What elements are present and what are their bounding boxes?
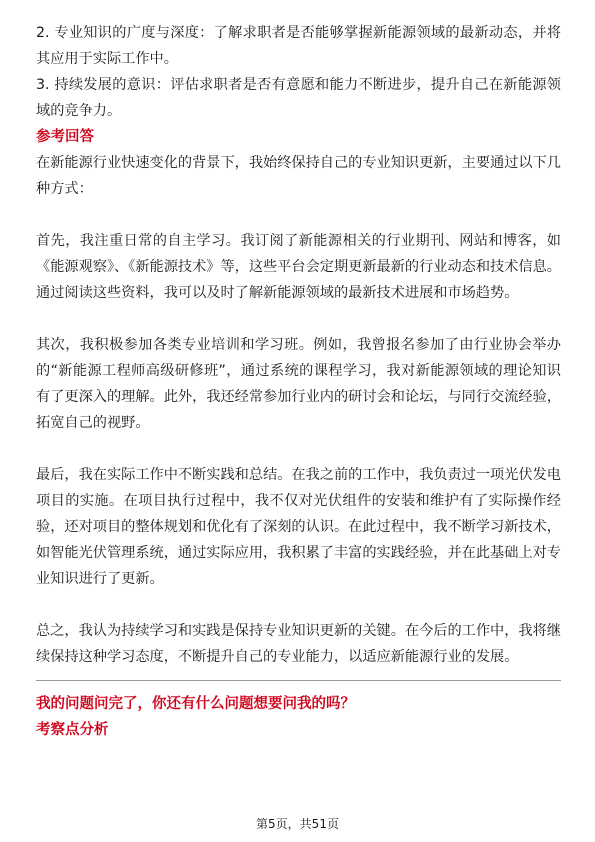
intro-point-3: 3. 持续发展的意识：评估求职者是否有意愿和能力不断进步，提升自己在新能源领域的竞争力。: [36, 77, 561, 119]
page-number-footer: 第5页，共51页: [256, 817, 339, 831]
paragraph-gap: [36, 592, 561, 618]
answer-paragraph-second: 其次，我积极参加各类专业培训和学习班。例如，我曾报名参加了由行业协会举办的“新能源工程师高级研修班”，通过系统的课程学习，我对新能源领域的理论知识有了更深入的理解。此外，我还经常参加行业内的研讨会和论坛，与同行交流经验，拓宽自己的视野。: [36, 337, 561, 431]
reference-answer-heading: 参考回答: [36, 129, 94, 145]
intro-point-2: 2. 专业知识的广度与深度：了解求职者是否能够掌握新能源领域的最新动态，并将其应用于实际工作中。: [36, 25, 561, 67]
paragraph-gap: [36, 436, 561, 462]
answer-paragraph-summary: 总之，我认为持续学习和实践是保持专业知识更新的关键。在今后的工作中，我将继续保持这种学习态度，不断提升自己的专业能力，以适应新能源行业的发展。: [36, 623, 561, 665]
answer-paragraph-intro: 在新能源行业快速变化的背景下，我始终保持自己的专业知识更新，主要通过以下几种方式：: [36, 155, 561, 197]
section-divider: [36, 680, 561, 681]
paragraph-gap: [36, 202, 561, 228]
answer-paragraph-first: 首先，我注重日常的自主学习。我订阅了新能源相关的行业期刊、网站和博客，如《能源观察》、《新能源技术》等，这些平台会定期更新最新的行业动态和技术信息。通过阅读这些资料，我可以及时了解新能源领域的最新技术进展和市场趋势。: [36, 233, 561, 301]
analysis-heading: 考察点分析: [36, 722, 109, 738]
paragraph-gap: [36, 306, 561, 332]
answer-paragraph-last: 最后，我在实际工作中不断实践和总结。在我之前的工作中，我负责过一项光伏发电项目的实施。在项目执行过程中，我不仅对光伏组件的安装和维护有了实际操作经验，还对项目的整体规划和优化有了深刻的认识。在此过程中，我不断学习新技术，如智能光伏管理系统，通过实际应用，我积累了丰富的实践经验，并在此基础上对专业知识进行了更新。: [36, 467, 561, 587]
next-question-title: 我的问题问完了，你还有什么问题想要问我的吗？: [36, 696, 355, 712]
document-page: [36, 20, 561, 743]
